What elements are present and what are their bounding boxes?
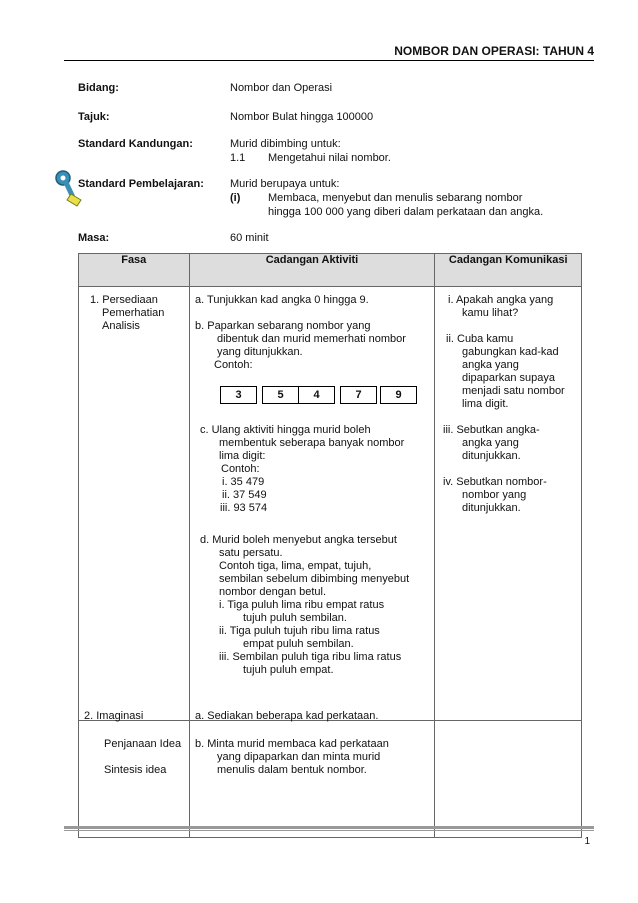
page-header-title: NOMBOR DAN OPERASI: TAHUN 4 <box>394 44 594 58</box>
aktiviti-c-1: c. Ulang aktiviti hingga murid boleh <box>200 424 371 436</box>
row1-fasa-title: 1. Persediaan <box>90 294 158 306</box>
komunikasi-10: angka yang <box>462 437 519 449</box>
digit-card: 5 <box>262 386 299 404</box>
aktiviti-d-1: d. Murid boleh menyebut angka tersebut <box>200 534 397 546</box>
footer-rule-thin <box>64 830 594 831</box>
aktiviti-c-3: lima digit: <box>219 450 266 462</box>
komunikasi-14: ditunjukkan. <box>462 502 521 514</box>
bidang-label: Bidang: <box>78 82 119 94</box>
komunikasi-13: nombor yang <box>462 489 527 501</box>
row2-fasa-sub2: Sintesis idea <box>104 764 167 776</box>
header-fasa: Fasa <box>79 254 190 287</box>
standard-kandungan-intro: Murid dibimbing untuk: <box>230 138 341 150</box>
standard-pembelajaran-intro: Murid berupaya untuk: <box>230 178 340 190</box>
row2-komunikasi-cell <box>435 721 582 838</box>
aktiviti-c-2: membentuk seberapa banyak nombor <box>219 437 405 449</box>
komunikasi-11: ditunjukkan. <box>462 450 521 462</box>
row2-aktiviti-b-2: yang dipaparkan dan minta murid <box>217 751 381 763</box>
header-cadangan-komunikasi: Cadangan Komunikasi <box>435 254 582 287</box>
row1-fasa-sub1: Pemerhatian <box>102 307 165 319</box>
header-rule <box>64 60 594 61</box>
tajuk-label: Tajuk: <box>78 111 110 123</box>
aktiviti-c-contoh: Contoh: <box>221 463 260 475</box>
aktiviti-d-11: tujuh puluh empat. <box>243 664 334 676</box>
komunikasi-6: dipaparkan supaya <box>462 372 555 384</box>
aktiviti-c-example-2: ii. 37 549 <box>222 489 267 501</box>
komunikasi-1: i. Apakah angka yang <box>448 294 554 306</box>
komunikasi-2: kamu lihat? <box>462 307 519 319</box>
aktiviti-d-10: iii. Sembilan puluh tiga ribu lima ratus <box>219 651 402 663</box>
header-cadangan-aktiviti: Cadangan Aktiviti <box>189 254 435 287</box>
standard-pembelajaran-text-1: Membaca, menyebut dan menulis sebarang nombor <box>268 192 523 204</box>
aktiviti-b-3: yang ditunjukkan. <box>217 346 303 358</box>
row2-aktiviti-b-1: b. Minta murid membaca kad perkataan <box>195 738 389 750</box>
aktiviti-d-7: tujuh puluh sembilan. <box>243 612 347 624</box>
row2-aktiviti-b-3: menulis dalam bentuk nombor. <box>217 764 367 776</box>
digit-card: 3 <box>220 386 257 404</box>
page-number: 1 <box>584 836 590 847</box>
row1-fasa-sub2: Analisis <box>102 320 140 332</box>
standard-kandungan-text: Mengetahui nilai nombor. <box>268 152 391 164</box>
masa-value: 60 minit <box>230 232 269 244</box>
standard-pembelajaran-text-2: hingga 100 000 yang diberi dalam perkataan dan angka. <box>268 206 544 218</box>
aktiviti-d-6: i. Tiga puluh lima ribu empat ratus <box>219 599 385 611</box>
aktiviti-d-4: sembilan sebelum dibimbing menyebut <box>219 573 410 585</box>
table-header-row <box>79 254 582 287</box>
komunikasi-5: angka yang <box>462 359 519 371</box>
tajuk-value: Nombor Bulat hingga 100000 <box>230 111 374 123</box>
komunikasi-4: gabungkan kad-kad <box>462 346 559 358</box>
aktiviti-c-example-3: iii. 93 574 <box>220 502 268 514</box>
row1-fasa-cell <box>79 287 190 721</box>
komunikasi-7: menjadi satu nombor <box>462 385 565 397</box>
row2-aktiviti-a: a. Sediakan beberapa kad perkataan. <box>195 710 379 722</box>
komunikasi-8: lima digit. <box>462 398 509 410</box>
aktiviti-d-2: satu persatu. <box>219 547 283 559</box>
footer-rule <box>64 826 594 829</box>
komunikasi-3: ii. Cuba kamu <box>446 333 514 345</box>
bidang-value: Nombor dan Operasi <box>230 82 333 94</box>
digit-card: 7 <box>340 386 377 404</box>
aktiviti-a: a. Tunjukkan kad angka 0 hingga 9. <box>195 294 369 306</box>
digit-card: 9 <box>380 386 417 404</box>
row2-fasa-title: 2. Imaginasi <box>84 710 144 722</box>
row2-fasa-sub1: Penjanaan Idea <box>104 738 182 750</box>
aktiviti-d-5: nombor dengan betul. <box>219 586 327 598</box>
aktiviti-b-1: b. Paparkan sebarang nombor yang <box>195 320 371 332</box>
aktiviti-c-example-1: i. 35 479 <box>222 476 265 488</box>
komunikasi-9: iii. Sebutkan angka- <box>443 424 540 436</box>
standard-pembelajaran-label: Standard Pembelajaran: <box>78 178 204 190</box>
aktiviti-d-9: empat puluh sembilan. <box>243 638 354 650</box>
standard-pembelajaran-number: (i) <box>230 192 241 204</box>
aktiviti-d-3: Contoh tiga, lima, empat, tujuh, <box>219 560 372 572</box>
digit-card: 4 <box>298 386 335 404</box>
masa-label: Masa: <box>78 232 110 244</box>
standard-kandungan-label: Standard Kandungan: <box>78 138 193 150</box>
komunikasi-12: iv. Sebutkan nombor- <box>443 476 547 488</box>
aktiviti-b-contoh: Contoh: <box>214 359 253 371</box>
aktiviti-d-8: ii. Tiga puluh tujuh ribu lima ratus <box>219 625 380 637</box>
standard-kandungan-number: 1.1 <box>230 152 246 164</box>
aktiviti-b-2: dibentuk dan murid memerhati nombor <box>217 333 406 345</box>
